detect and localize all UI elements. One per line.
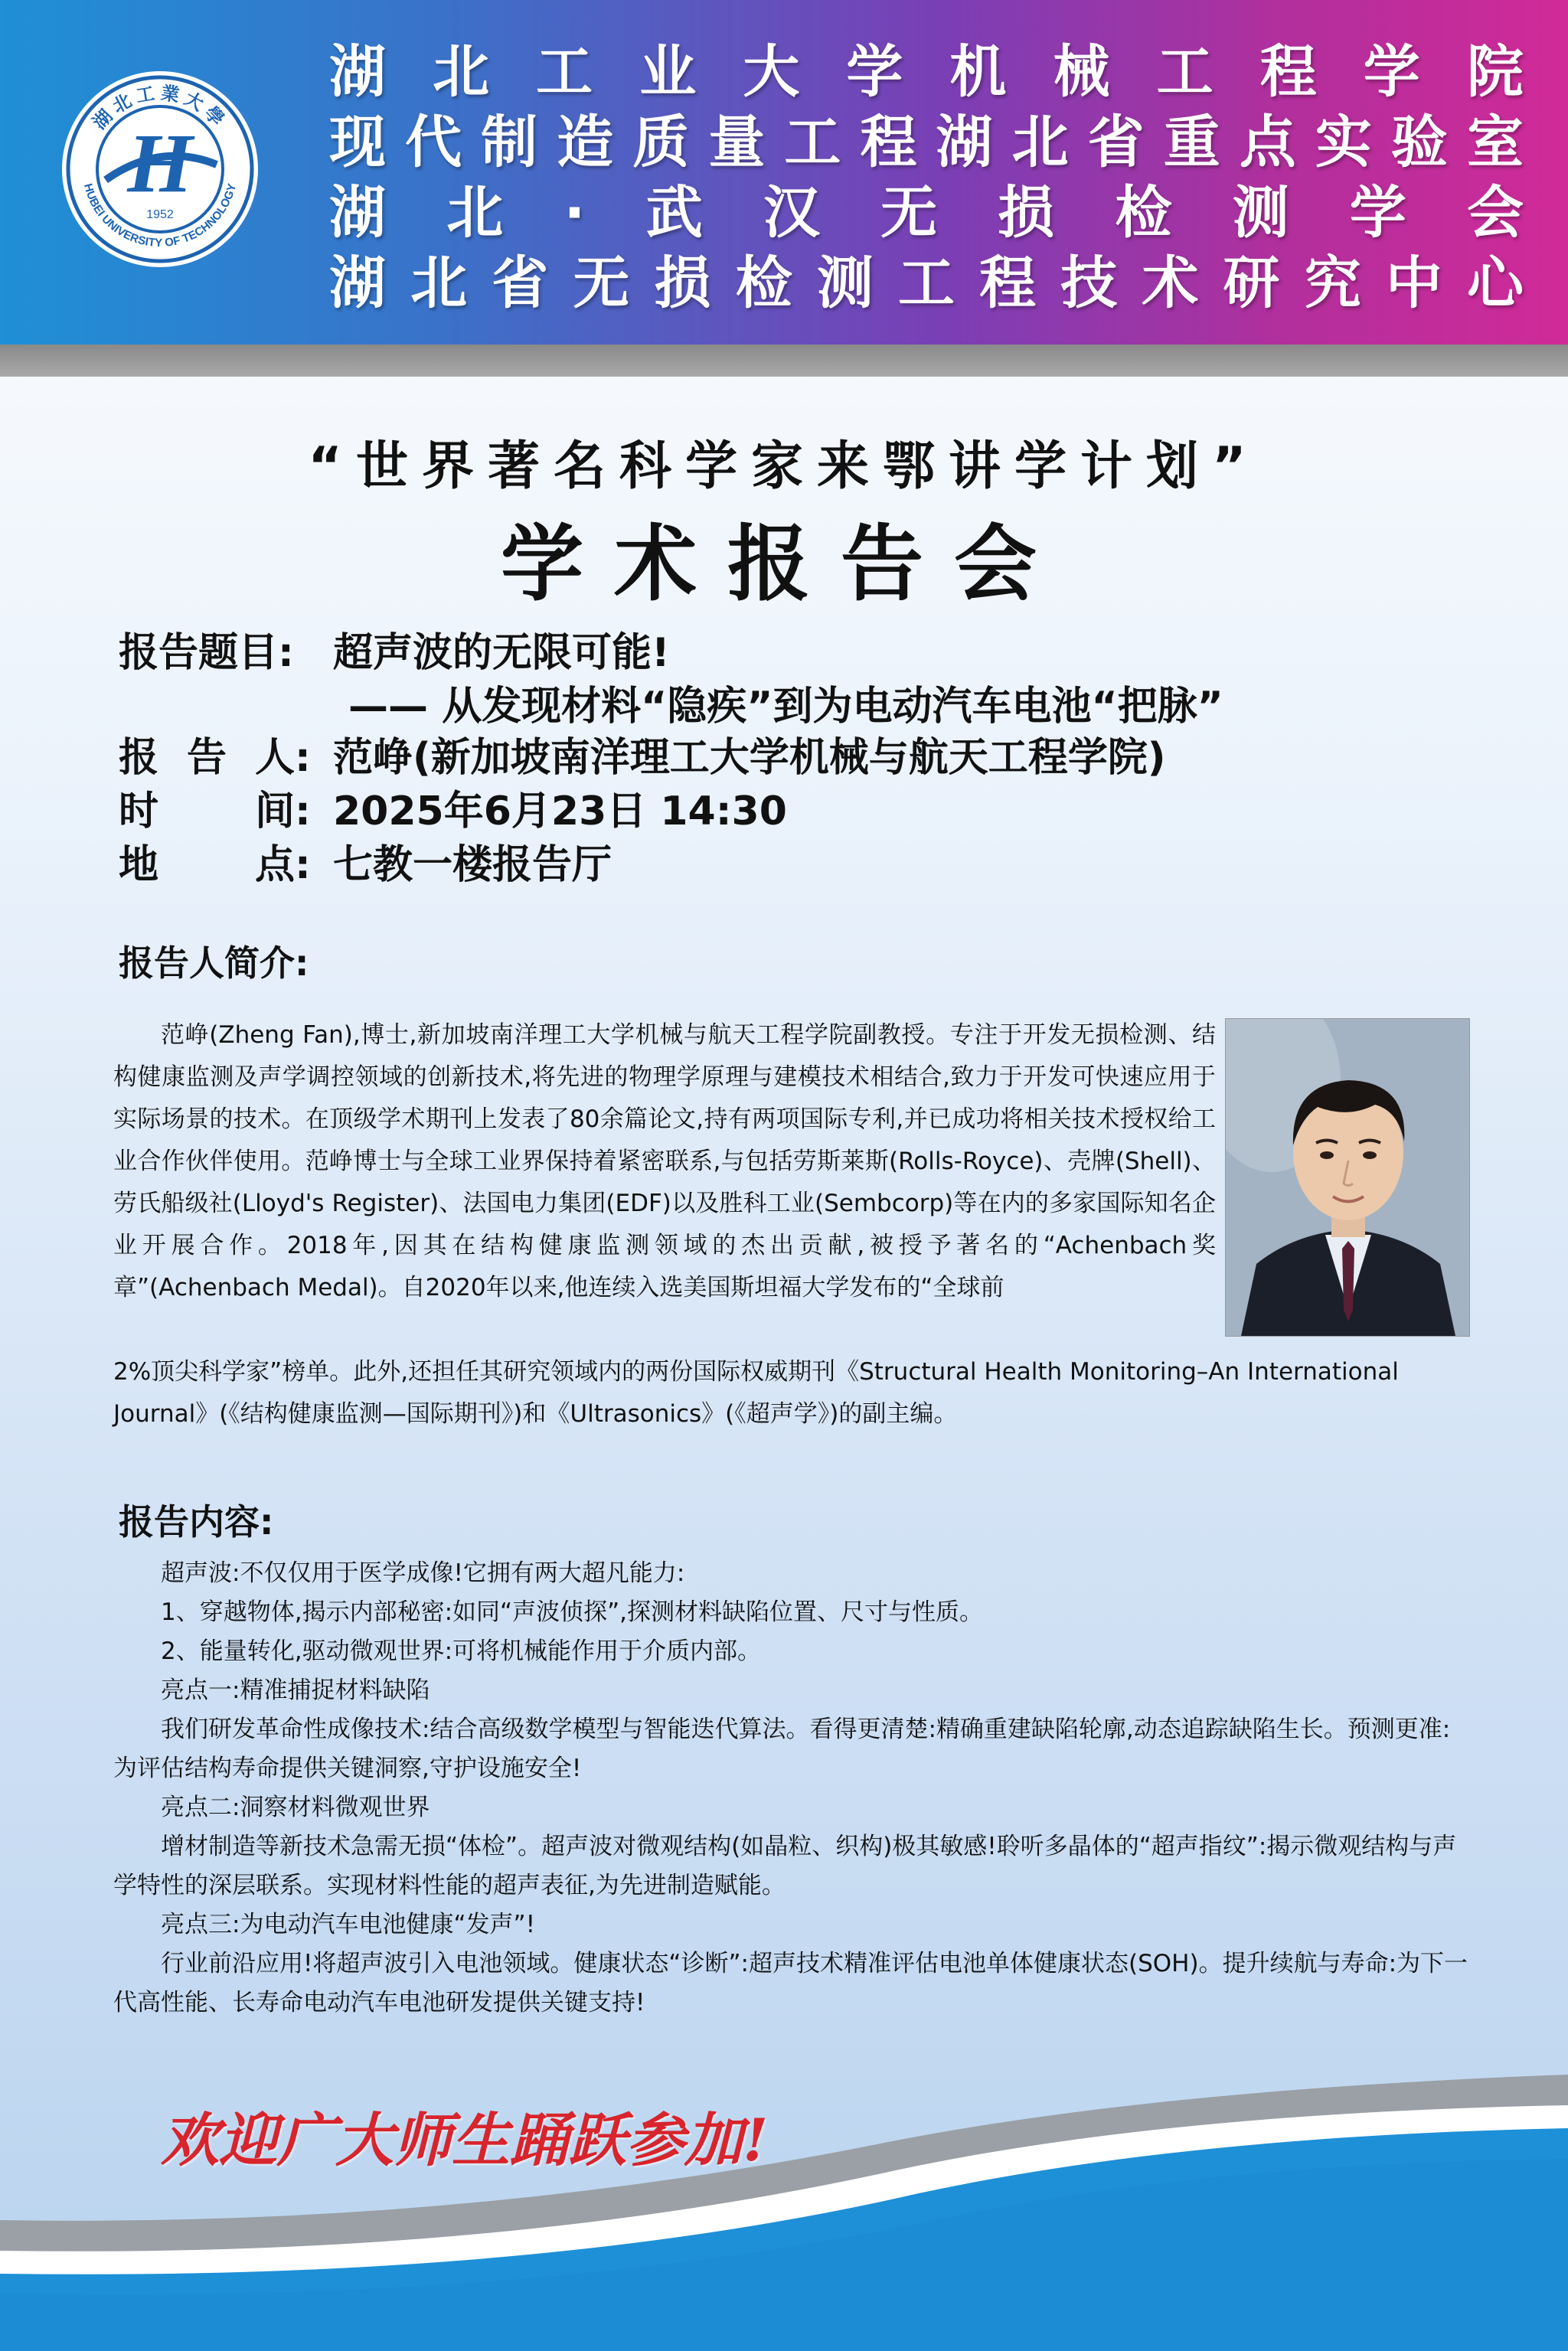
header-banner bbox=[0, 0, 1568, 344]
content-paragraph: 1、穿越物体,揭示内部秘密:如同“声波侦探”,探测材料缺陷位置、尺寸与性质。 bbox=[161, 1598, 983, 1626]
header-char: 学 bbox=[846, 39, 903, 105]
header-char: 湖 bbox=[329, 250, 386, 316]
header-char: 损 bbox=[654, 250, 711, 316]
header-char: 湖 bbox=[936, 109, 993, 175]
content-paragraph: 亮点三:为电动汽车电池健康“发声”! bbox=[161, 1911, 535, 1938]
header-char: 造 bbox=[557, 109, 614, 175]
header-char: 汉 bbox=[763, 180, 820, 246]
logo-year: 1952 bbox=[146, 208, 174, 221]
time-line: 时 间 : 2025年6月23日 14:30 bbox=[119, 779, 787, 836]
content-body bbox=[113, 1554, 1468, 2023]
header-line-1 bbox=[329, 37, 1524, 107]
header-char: 北 bbox=[410, 250, 468, 316]
topic-line bbox=[119, 620, 670, 678]
bio-text: 范峥(Zheng Fan),博士,新加坡南洋理工大学机械与航天工程学院副教授。专注于开发无损检测、结构健康监测及声学调控领域的创新技术,将先进的物理学原理与建模技术相结合,致力于开发可快速应用于实际场景的技术。在顶级学术期刊上发表了80余篇论文,持有两项国际专利,并已成功将相关技术授权给工业合作伙伴使用。范峥博士与全球工业界保持着紧密联系,与包括劳斯莱斯(Rolls-Royce)、壳牌(Shell)、劳氏船级社(Lloyd's Register)、法国电力集团(EDF)以及胜科工业(Sembcorp)等在内的多家国际知名企业开展合作。2018年,因其在结构健康监测领域的杰出贡献,被授予著名的“Achenbach奖章”(Achenbach Medal)。自2020年以来,他连续入选美国斯坦福大学发布的“全球前 bbox=[113, 1021, 1216, 1301]
header-char: 中 bbox=[1385, 250, 1442, 316]
header-char: 检 bbox=[1115, 180, 1172, 246]
header-char: 湖 bbox=[329, 180, 386, 246]
header-char: 量 bbox=[708, 109, 766, 175]
header-char: 工 bbox=[897, 250, 955, 316]
header-char: 重 bbox=[1163, 109, 1220, 175]
header-char: 武 bbox=[645, 180, 703, 246]
header-char: 院 bbox=[1466, 39, 1524, 105]
header-char: 究 bbox=[1304, 250, 1361, 316]
content-paragraph: 亮点一:精准捕捉材料缺陷 bbox=[161, 1677, 430, 1704]
header-char: 无 bbox=[573, 250, 630, 316]
header-char: 会 bbox=[1467, 180, 1524, 246]
header-char: 械 bbox=[1053, 39, 1110, 105]
header-char: 机 bbox=[949, 39, 1007, 105]
header-char: 程 bbox=[1259, 39, 1317, 105]
main-title: 学术报告会 bbox=[500, 517, 1067, 612]
header-line-4 bbox=[329, 248, 1524, 318]
bio-text-tail: 2%顶尖科学家”榜单。此外,还担任其研究领域内的两份国际权威期刊《Structural Health Monitoring–An International Journal》(《结构健康监测—国际期刊》)和《Ultrasonics》(《超声学》)的副主编。 bbox=[113, 1358, 1399, 1428]
header-institutions bbox=[329, 37, 1524, 318]
header-char: 现 bbox=[329, 109, 386, 175]
header-char: 工 bbox=[784, 109, 841, 175]
place-line: 地 点 : 七教一楼报告厅 bbox=[119, 832, 612, 890]
speaker-line: 报 告 人 : 范峥(新加坡南洋理工大学机械与航天工程学院) bbox=[119, 725, 1166, 782]
time-label: 时 间 bbox=[119, 789, 295, 834]
logo-english-name: HUBEI UNIVERSITY OF TECHNOLOGY bbox=[81, 182, 239, 250]
header-char: 点 bbox=[1239, 109, 1296, 175]
header-char: 损 bbox=[998, 180, 1055, 246]
header-char: 工 bbox=[1156, 39, 1214, 105]
header-char: 研 bbox=[1223, 250, 1280, 316]
header-char: 测 bbox=[1232, 180, 1289, 246]
header-char: 程 bbox=[860, 109, 917, 175]
header-char: 工 bbox=[536, 39, 593, 105]
welcome-message: 欢迎广大师生踊跃参加! bbox=[161, 2106, 769, 2174]
bottom-wave-decoration bbox=[0, 2029, 1568, 2351]
header-char: 大 bbox=[743, 39, 800, 105]
content-paragraph: 亮点二:洞察材料微观世界 bbox=[161, 1794, 430, 1821]
place-label: 地 点 bbox=[119, 842, 295, 888]
speaker-label: 报 告 人 bbox=[119, 735, 295, 781]
series-title: “世界著名科学家来鄂讲学计划” bbox=[308, 436, 1260, 497]
content-paragraph: 2、能量转化,驱动微观世界:可将机械能作用于介质内部。 bbox=[161, 1638, 762, 1665]
place-text: 七教一楼报告厅 bbox=[333, 842, 612, 888]
topic-text: 超声波的无限可能! bbox=[333, 630, 670, 676]
header-char: 术 bbox=[1142, 250, 1199, 316]
header-char: 检 bbox=[735, 250, 792, 316]
header-char: 北 bbox=[433, 39, 490, 105]
content-paragraph: 行业前沿应用!将超声波引入电池领域。健康状态“诊断”:超声技术精准评估电池单体健康状态(SOH)。提升续航与寿命:为下一代高性能、长寿命电动汽车电池研发提供关键支持! bbox=[113, 1950, 1468, 2016]
header-line-3 bbox=[329, 178, 1524, 248]
header-char: 实 bbox=[1315, 109, 1372, 175]
bio-heading: 报告人简介: bbox=[119, 942, 309, 984]
header-char: 程 bbox=[979, 250, 1037, 316]
topic-subtitle: —— 从发现材料“隐疾”到为电动汽车电池“把脉” bbox=[348, 684, 1223, 730]
content-heading: 报告内容: bbox=[119, 1501, 274, 1543]
header-char: 质 bbox=[632, 109, 690, 175]
header-char: 学 bbox=[1363, 39, 1420, 105]
logo-chinese-name: 湖北工業大學 bbox=[90, 83, 230, 134]
header-char: · bbox=[564, 180, 586, 246]
header-char: 技 bbox=[1060, 250, 1118, 316]
header-char: 湖 bbox=[329, 39, 386, 105]
speaker-text: 范峥(新加坡南洋理工大学机械与航天工程学院) bbox=[333, 735, 1166, 781]
header-char: 测 bbox=[816, 250, 874, 316]
content-paragraph: 增材制造等新技术急需无损“体检”。超声波对微观结构(如晶粒、织构)极其敏感!聆听多晶体的“超声指纹”:揭示微观结构与声学特性的深层联系。实现材料性能的超声表征,为先进制造赋能。 bbox=[113, 1833, 1457, 1899]
content-paragraph: 我们研发革命性成像技术:结合高级数学模型与智能迭代算法。看得更清楚:精确重建缺陷轮廓,动态追踪缺陷生长。预测更准:为评估结构寿命提供关键洞察,守护设施安全! bbox=[113, 1716, 1451, 1782]
header-char: 无 bbox=[880, 180, 938, 246]
header-char: 制 bbox=[481, 109, 538, 175]
header-char: 省 bbox=[1087, 109, 1145, 175]
header-char: 室 bbox=[1466, 109, 1524, 175]
header-char: 心 bbox=[1466, 250, 1524, 316]
topic-label: 报告题目: bbox=[119, 630, 294, 676]
header-char: 代 bbox=[405, 109, 462, 175]
header-char: 学 bbox=[1349, 180, 1406, 246]
header-char: 北 bbox=[1011, 109, 1069, 175]
speaker-photo bbox=[1225, 1018, 1470, 1337]
header-char: 北 bbox=[446, 180, 504, 246]
header-char: 验 bbox=[1390, 109, 1448, 175]
logo-letter: H bbox=[127, 116, 193, 210]
university-logo bbox=[60, 69, 260, 269]
content-paragraph: 超声波:不仅仅用于医学成像!它拥有两大超凡能力: bbox=[161, 1559, 685, 1587]
header-char: 省 bbox=[492, 250, 549, 316]
time-text: 2025年6月23日 14:30 bbox=[333, 789, 787, 834]
header-line-2 bbox=[329, 107, 1524, 178]
header-divider bbox=[0, 344, 1568, 377]
header-char: 业 bbox=[639, 39, 697, 105]
